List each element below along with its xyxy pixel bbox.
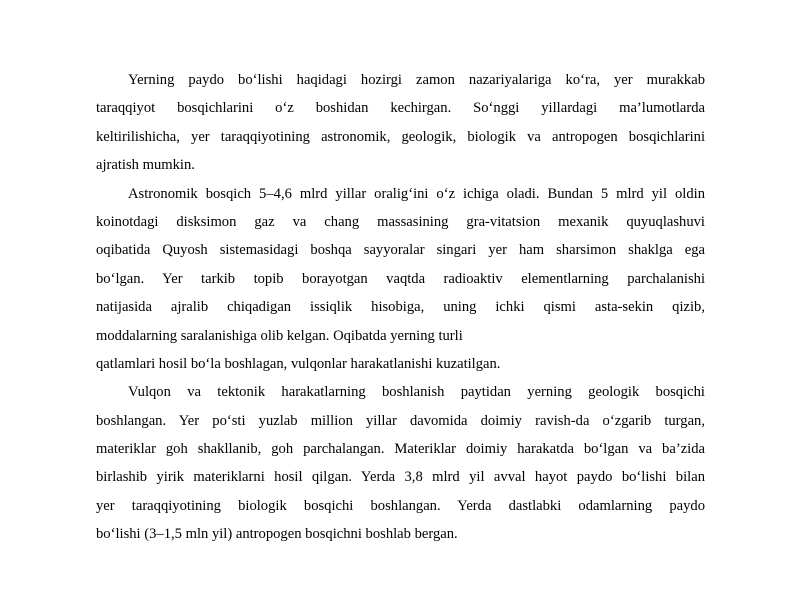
text-line: qatlamlari hosil bo‘la boshlagan, vulqonlar harakatlanishi kuzatilgan. bbox=[96, 355, 501, 372]
text-line: moddalarning saralanishiga olib kelgan. Oqibatda yerning turli bbox=[96, 327, 463, 344]
paragraph-astronomical-stage bbox=[96, 180, 705, 379]
text-line: Vulqon va tektonik harakatlarning boshlanish paytidan yerning geologik bosqichi bbox=[128, 384, 705, 401]
text-line: materiklar goh shakllanib, goh parchalangan. Materiklar doimiy harakatda bo‘lgan va ba’zida bbox=[96, 441, 705, 458]
text-line: ajratish mumkin. bbox=[96, 157, 195, 174]
text-line: bo‘lishi (3–1,5 mln yil) antropogen bosqichni boshlab bergan. bbox=[96, 526, 458, 543]
paragraph-geological-biological-stage bbox=[96, 378, 705, 548]
text-line: Astronomik bosqich 5–4,6 mlrd yillar oralig‘ini o‘z ichiga oladi. Bundan 5 mlrd yil oldin bbox=[128, 185, 705, 202]
text-line: koinotdagi disksimon gaz va chang massasining gra-vitatsion mexanik quyuqlashuvi bbox=[96, 213, 705, 230]
text-line: natijasida ajralib chiqadigan issiqlik hisobiga, uning ichki qismi asta-sekin qizib, bbox=[96, 299, 705, 316]
text-line: taraqqiyot bosqichlarini o‘z boshidan kechirgan. So‘nggi yillardagi ma’lumotlarda bbox=[96, 100, 705, 117]
text-line: bo‘lgan. Yer tarkib topib borayotgan vaqtda radioaktiv elementlarning parchalanishi bbox=[96, 270, 705, 287]
text-line: Yerning paydo bo‘lishi haqidagi hozirgi zamon nazariyalariga ko‘ra, yer murakkab bbox=[128, 72, 705, 88]
document-page bbox=[96, 66, 705, 549]
text-line: yer taraqqiyotining biologik bosqichi boshlangan. Yerda dastlabki odamlarning paydo bbox=[96, 497, 705, 514]
text-line: keltirilishicha, yer taraqqiyotining astronomik, geologik, biologik va antropogen bosqichlarini bbox=[96, 128, 705, 145]
paragraph-earth-origin-theories bbox=[96, 66, 705, 180]
text-line: boshlangan. Yer po‘sti yuzlab million yillar davomida doimiy ravish-da o‘zgarib turgan, bbox=[96, 412, 705, 429]
text-line: oqibatida Quyosh sistemasidagi boshqa sayyoralar singari yer ham sharsimon shaklga ega bbox=[96, 242, 705, 259]
text-line: birlashib yirik materiklarni hosil qilgan. Yerda 3,8 mlrd yil avval hayot paydo bo‘lishi bilan bbox=[96, 469, 705, 486]
